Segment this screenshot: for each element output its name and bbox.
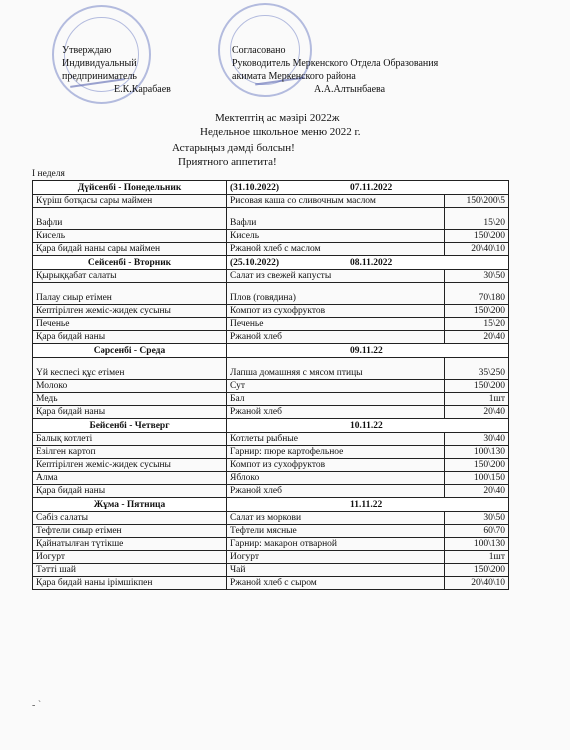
portion: 60\70	[445, 525, 509, 538]
approval-left-line: Индивидуальный	[62, 58, 137, 69]
approval-left-line: Утверждаю	[62, 45, 112, 56]
day-header-row	[33, 256, 509, 270]
day-header-row	[33, 344, 509, 358]
dish-kz: Қара бидай наны сары маймен	[33, 243, 227, 256]
menu-row	[33, 577, 509, 590]
day-date-2: 10.11.22	[350, 421, 383, 431]
dish-kz: Палау сиыр етімен	[33, 283, 227, 305]
dish-ru: Гарнир: пюре картофельное	[227, 446, 445, 459]
dish-ru: Кисель	[227, 230, 445, 243]
approval-left-line: Е.К.Карабаев	[114, 84, 171, 95]
menu-row	[33, 433, 509, 446]
portion: 35\250	[445, 358, 509, 380]
dish-kz: Печенье	[33, 318, 227, 331]
approval-right-line: Согласовано	[232, 45, 286, 56]
portion: 100\130	[445, 538, 509, 551]
day-dates	[227, 419, 509, 433]
portion: 150\200	[445, 564, 509, 577]
approval-left-line: предприниматель	[62, 71, 137, 82]
dish-kz: Қайнатылған түтікше	[33, 538, 227, 551]
week-label: I неделя	[32, 169, 65, 179]
dish-kz: Кисель	[33, 230, 227, 243]
dish-kz: Алма	[33, 472, 227, 485]
portion: 20\40\10	[445, 243, 509, 256]
dish-kz: Сәбіз салаты	[33, 512, 227, 525]
dish-kz: Қырыққабат салаты	[33, 270, 227, 283]
portion: 30\50	[445, 512, 509, 525]
dish-ru: Бал	[227, 393, 445, 406]
portion: 150\200	[445, 459, 509, 472]
portion: 150\200	[445, 380, 509, 393]
menu-row	[33, 551, 509, 564]
menu-row	[33, 485, 509, 498]
menu-row	[33, 195, 509, 208]
dish-kz: Үй кеспесі құс етімен	[33, 358, 227, 380]
day-header-row	[33, 419, 509, 433]
dish-kz: Тефтели сиыр етімен	[33, 525, 227, 538]
day-header-row	[33, 498, 509, 512]
portion: 20\40	[445, 406, 509, 419]
menu-row	[33, 331, 509, 344]
menu-row	[33, 472, 509, 485]
menu-row	[33, 283, 509, 305]
dish-ru: Ржаной хлеб с сыром	[227, 577, 445, 590]
dish-ru: Чай	[227, 564, 445, 577]
day-date-2: 09.11.22	[350, 346, 383, 356]
dish-kz: Күріш ботқасы сары маймен	[33, 195, 227, 208]
portion: 150\200	[445, 230, 509, 243]
portion: 100\130	[445, 446, 509, 459]
portion: 1шт	[445, 393, 509, 406]
menu-row	[33, 446, 509, 459]
day-header-row	[33, 181, 509, 195]
dish-ru: Ржаной хлеб	[227, 485, 445, 498]
dish-ru: Котлеты рыбные	[227, 433, 445, 446]
dish-ru: Рисовая каша со сливочным маслом	[227, 195, 445, 208]
approval-right-line: Руководитель Меркенского Отдела Образования	[232, 58, 439, 69]
dish-ru: Плов (говядина)	[227, 283, 445, 305]
dish-ru: Компот из сухофруктов	[227, 305, 445, 318]
dish-kz: Иогурт	[33, 551, 227, 564]
menu-row	[33, 230, 509, 243]
dish-ru: Печенье	[227, 318, 445, 331]
menu-row	[33, 305, 509, 318]
menu-row	[33, 525, 509, 538]
day-date-1: (25.10.2022)	[230, 258, 280, 268]
dish-kz: Балық котлеті	[33, 433, 227, 446]
dish-kz: Қара бидай наны	[33, 331, 227, 344]
approval-right-line: акимата Меркенского района	[232, 71, 356, 82]
menu-row	[33, 564, 509, 577]
approval-right	[232, 44, 438, 96]
dish-kz: Езілген картоп	[33, 446, 227, 459]
dish-kz: Қара бидай наны ірімшікпен	[33, 577, 227, 590]
menu-row	[33, 512, 509, 525]
portion: 100\150	[445, 472, 509, 485]
dish-ru: Ржаной хлеб	[227, 406, 445, 419]
portion: 20\40\10	[445, 577, 509, 590]
dish-kz: Медь	[33, 393, 227, 406]
menu-title-kz: Мектептің ас мәзірі 2022ж	[215, 112, 340, 124]
day-date-2: 11.11.22	[350, 500, 383, 510]
portion: 70\180	[445, 283, 509, 305]
menu-row	[33, 358, 509, 380]
day-date-1: (31.10.2022)	[230, 183, 280, 193]
day-name: Бейсенбі - Четверг	[33, 419, 227, 433]
dish-kz: Қара бидай наны	[33, 485, 227, 498]
approval-left	[62, 44, 171, 96]
portion: 15\20	[445, 318, 509, 331]
day-name: Сейсенбі - Вторник	[33, 256, 227, 270]
dish-ru: Тефтели мясные	[227, 525, 445, 538]
scan-marks: - `	[32, 700, 42, 711]
approval-right-line: А.А.Алтынбаева	[314, 84, 386, 95]
greeting-ru: Приятного аппетита!	[178, 156, 277, 168]
menu-row	[33, 538, 509, 551]
dish-ru: Сут	[227, 380, 445, 393]
dish-ru: Ржаной хлеб	[227, 331, 445, 344]
dish-ru: Салат из свежей капусты	[227, 270, 445, 283]
menu-table	[32, 180, 509, 590]
portion: 20\40	[445, 331, 509, 344]
menu-title-ru: Недельное школьное меню 2022 г.	[200, 126, 361, 138]
day-name: Жұма - Пятница	[33, 498, 227, 512]
dish-ru: Иогурт	[227, 551, 445, 564]
day-dates	[227, 498, 509, 512]
menu-row	[33, 270, 509, 283]
dish-kz: Кептірілген жеміс-жидек сусыны	[33, 459, 227, 472]
day-date-2: 07.11.2022	[350, 183, 393, 193]
menu-row	[33, 380, 509, 393]
menu-row	[33, 208, 509, 230]
day-dates	[227, 256, 509, 270]
dish-ru: Салат из моркови	[227, 512, 445, 525]
menu-row	[33, 318, 509, 331]
greeting-kz: Астарыңыз дәмді болсын!	[172, 142, 295, 154]
dish-kz: Кептірілген жеміс-жидек сусыны	[33, 305, 227, 318]
dish-kz: Молоко	[33, 380, 227, 393]
menu-row	[33, 459, 509, 472]
dish-ru: Гарнир: макарон отварной	[227, 538, 445, 551]
dish-ru: Лапша домашняя с мясом птицы	[227, 358, 445, 380]
day-dates	[227, 344, 509, 358]
portion: 1шт	[445, 551, 509, 564]
portion: 20\40	[445, 485, 509, 498]
dish-ru: Компот из сухофруктов	[227, 459, 445, 472]
portion: 150\200	[445, 305, 509, 318]
day-name: Сәрсенбі - Среда	[33, 344, 227, 358]
dish-kz: Вафли	[33, 208, 227, 230]
dish-kz: Тәтті шай	[33, 564, 227, 577]
day-dates	[227, 181, 509, 195]
day-date-2: 08.11.2022	[350, 258, 393, 268]
portion: 30\40	[445, 433, 509, 446]
dish-ru: Яблоко	[227, 472, 445, 485]
portion: 15\20	[445, 208, 509, 230]
menu-row	[33, 243, 509, 256]
dish-kz: Қара бидай наны	[33, 406, 227, 419]
portion: 30\50	[445, 270, 509, 283]
menu-row	[33, 393, 509, 406]
dish-ru: Вафли	[227, 208, 445, 230]
dish-ru: Ржаной хлеб с маслом	[227, 243, 445, 256]
portion: 150\200\5	[445, 195, 509, 208]
day-name: Дүйсенбі - Понедельник	[33, 181, 227, 195]
menu-row	[33, 406, 509, 419]
